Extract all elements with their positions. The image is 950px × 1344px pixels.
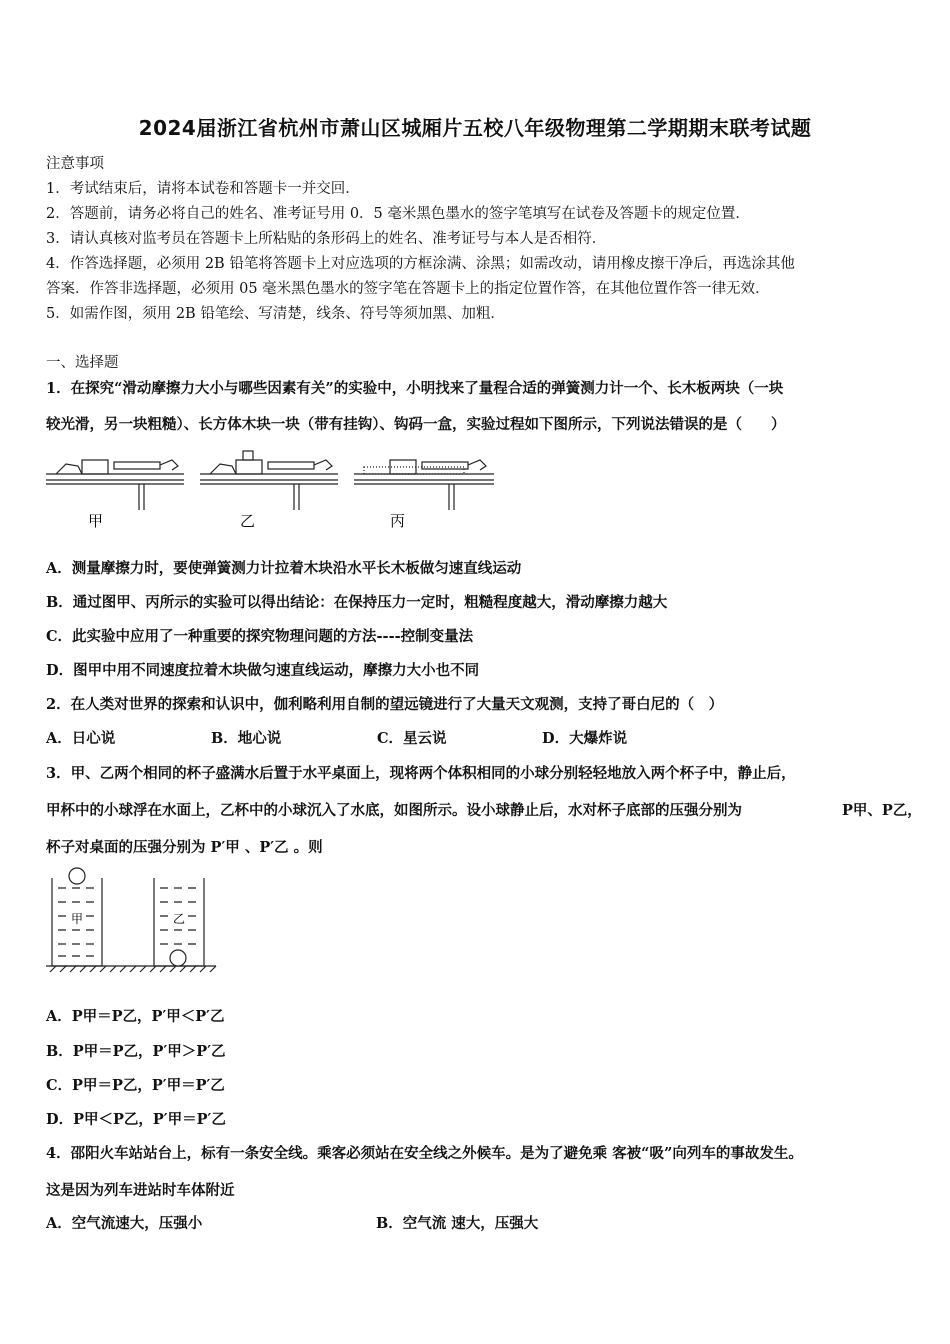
q1-option-b: B．通过图甲、丙所示的实验可以得出结论：在保持压力一定时，粗糙程度越大，滑动摩擦力越大 [46, 594, 668, 611]
q2-option-a: A．日心说 [46, 730, 116, 747]
q2-stem: 2．在人类对世界的探索和认识中，伽利略利用自制的望远镜进行了大量天文观测，支持了哥白尼的（ ） [46, 696, 724, 713]
q1-stem-line1: 1．在探究“滑动摩擦力大小与哪些因素有关”的实验中，小明找来了量程合适的弹簧测力计一个、长木板两块（一块 [46, 380, 784, 397]
q4-option-a: A．空气流速大，压强小 [46, 1215, 203, 1232]
notice-item: 1．考试结束后，请将本试卷和答题卡一并交回． [46, 181, 360, 197]
figure-label-yi: 乙 [240, 512, 256, 530]
notice-item: 2．答题前，请务必将自己的姓名、准考证号用 0．5 毫米黑色墨水的签字笔填写在试卷及答题卡的规定位置． [46, 206, 750, 222]
q3-option-a: A．P甲＝P乙，P′甲＜P′乙 [46, 1008, 225, 1025]
figure-label-bing: 丙 [390, 512, 406, 530]
q3-option-d: D．P甲＜P乙，P′甲＝P′乙 [46, 1111, 226, 1128]
q3-stem-line2-tail: P甲、P乙， [842, 802, 922, 819]
cup-label-jia: 甲 [71, 912, 84, 926]
notice-item: 答案．作答非选择题，必须用 05 毫米黑色墨水的签字笔在答题卡上的指定位置作答，在其他位置作答一律无效． [46, 281, 770, 297]
q3-option-b: B．P甲＝P乙，P′甲＞P′乙 [46, 1043, 226, 1060]
notice-item: 3．请认真核对监考员在答题卡上所粘贴的条形码上的姓名、准考证号与本人是否相符． [46, 231, 607, 247]
figure-panel-bing [354, 460, 494, 510]
q2-option-b: B．地心说 [211, 730, 282, 747]
figure-panel-yi [200, 451, 338, 510]
section-heading: 一、选择题 [46, 355, 119, 371]
notice-heading: 注意事项 [46, 156, 104, 172]
q3-stem-line3: 杯子对桌面的压强分别为 P′甲 、P′乙 。则 [46, 839, 323, 856]
figure-label-jia: 甲 [88, 512, 104, 530]
q4-option-b: B．空气流 速大，压强大 [376, 1215, 539, 1232]
q3-stem-line2: 甲杯中的小球浮在水面上，乙杯中的小球沉入了水底，如图所示。设小球静止后，水对杯子底部的压强分别为 [46, 802, 742, 819]
notice-item: 4．作答选择题，必须用 2B 铅笔将答题卡上对应选项的方框涂满、涂黑；如需改动，请用橡皮擦干净后，再选涂其他 [46, 256, 795, 272]
q2-option-c: C．星云说 [377, 730, 447, 747]
q4-stem-line2: 这是因为列车进站时车体附近 [46, 1182, 235, 1199]
figure-panel-jia [46, 460, 184, 510]
notice-item: 5．如需作图，须用 2B 铅笔绘、写清楚，线条、符号等须加黑、加粗． [46, 306, 505, 322]
q1-option-c: C．此实验中应用了一种重要的探究物理问题的方法----控制变量法 [46, 628, 474, 645]
q1-option-a: A．测量摩擦力时，要使弹簧测力计拉着木块沿水平长木板做匀速直线运动 [46, 560, 522, 577]
friction-experiment-figure [44, 448, 524, 538]
page-title: 2024届浙江省杭州市萧山区城厢片五校八年级物理第二学期期末联考试题 [138, 116, 812, 140]
q1-stem-line2: 较光滑，另一块粗糙）、长方体木块一块（带有挂钩）、钩码一盒，实验过程如下图所示，下列说法错误的是（ ） [46, 416, 786, 433]
q1-option-d: D．图甲中用不同速度拉着木块做匀速直线运动，摩擦力大小也不同 [46, 662, 480, 679]
q4-stem-line1: 4．邵阳火车站站台上，标有一条安全线。乘客必须站在安全线之外候车。是为了避免乘 客被“吸”向列车的事故发生。 [46, 1145, 803, 1162]
q3-stem-line1: 3．甲、乙两个相同的杯子盛满水后置于水平桌面上，现将两个体积相同的小球分别轻轻地放入两个杯子中，静止后， [46, 765, 796, 782]
cups-figure [44, 866, 224, 982]
q2-option-d: D．大爆炸说 [542, 730, 628, 747]
cup-label-yi: 乙 [173, 912, 186, 926]
q3-option-c: C．P甲＝P乙，P′甲＝P′乙 [46, 1077, 225, 1094]
